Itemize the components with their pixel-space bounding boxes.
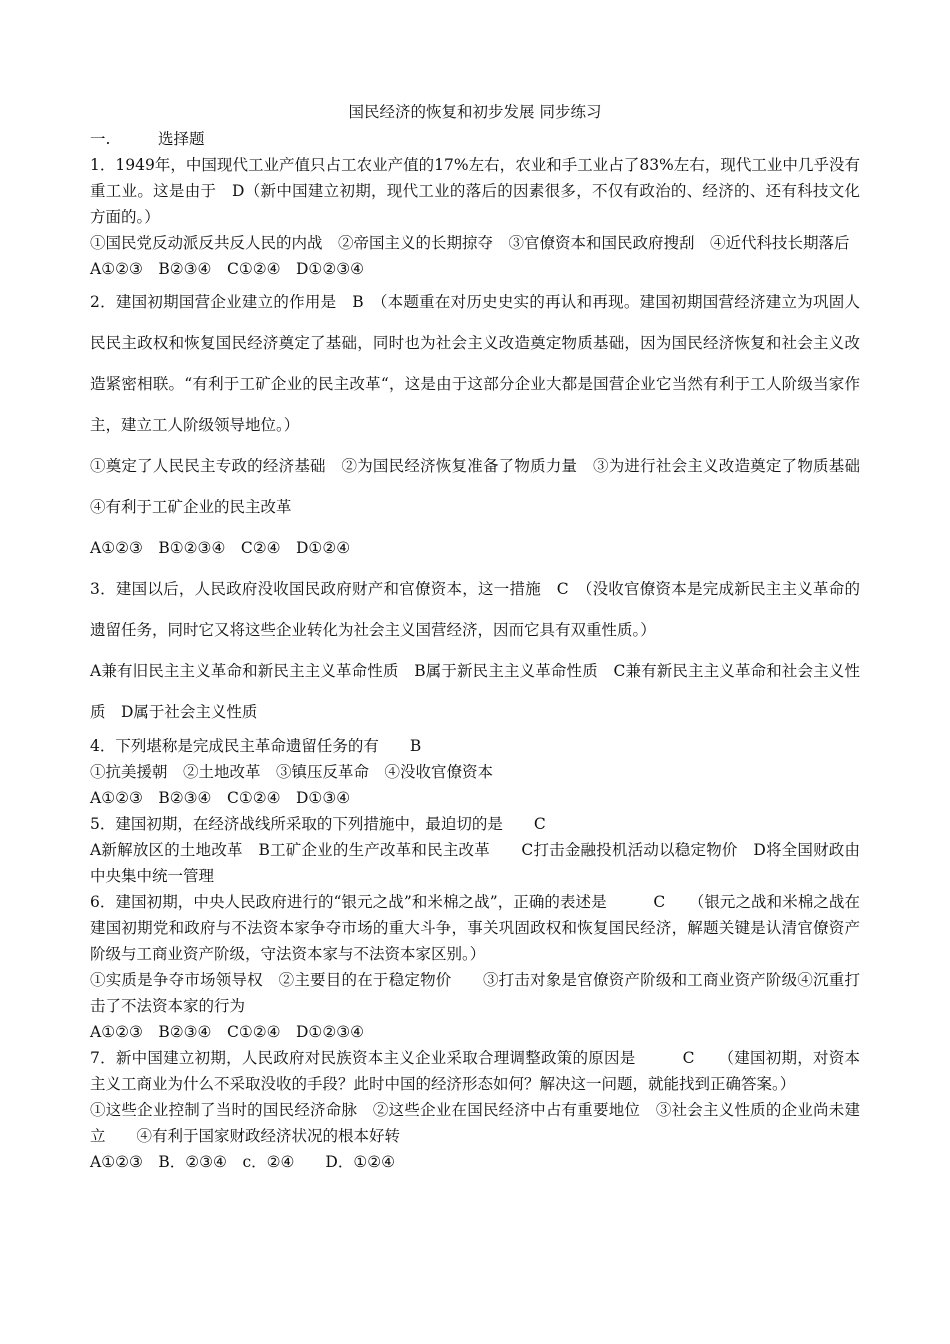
q1-choices: A①②③ B②③④ C①②④ D①②③④ <box>90 260 365 278</box>
q7-choices: A①②③ B．②③④ c．②④ D．①②④ <box>90 1153 396 1171</box>
q1-stem: 1．1949年，中国现代工业产值只占工农业产值的17%左右，农业和手工业占了83%左右，现代工业中几乎没有重工业。这是由于 D（新中国建立初期，现代工业的落后的因素很多，不仅有政治的、经济的、还有科技文化方面的。） <box>90 156 860 226</box>
q2-choices: A①②③ B①②③④ C②④ D①②④ <box>90 539 351 557</box>
q5-options: A新解放区的土地改革 B工矿企业的生产改革和民主改革 C打击金融投机活动以稳定物价 D将全国财政由中央集中统一管理 <box>90 841 860 885</box>
q6-choices: A①②③ B②③④ C①②④ D①②③④ <box>90 1023 365 1041</box>
document-title: 国民经济的恢复和初步发展 同步练习 <box>348 103 602 121</box>
q4-choices: A①②③ B②③④ C①②④ D①③④ <box>90 789 351 807</box>
q1-options: ①国民党反动派反共反人民的内战 ②帝国主义的长期掠夺 ③官僚资本和国民政府搜刮 ④近代科技长期落后 <box>90 234 850 252</box>
q6-stem: 6．建国初期，中央人民政府进行的“银元之战”和米棉之战”，正确的表述是 C （银元之战和米棉之战在建国初期党和政府与不法资本家争夺市场的重大斗争，事关巩固政权和恢复国民经济，解题关键是认清官僚资产阶级与工商业资产阶级，守法资本家与不法资本家区别。） <box>90 893 860 963</box>
q2-options: ①奠定了人民民主专政的经济基础 ②为国民经济恢复准备了物质力量 ③为进行社会主义改造奠定了物质基础 ④有利于工矿企业的民主改革 <box>90 457 876 516</box>
q3-stem: 3．建国以后，人民政府没收国民政府财产和官僚资本，这一措施 C （没收官僚资本是完成新民主主义革命的遗留任务，同时它又将这些企业转化为社会主义国营经济，因而它具有双重性质。） <box>90 580 860 639</box>
q3-options: A兼有旧民主主义革命和新民主主义革命性质 B属于新民主主义革命性质 C兼有新民主主义革命和社会主义性质 D属于社会主义性质 <box>90 662 860 721</box>
section-label: 选择题 <box>158 130 205 148</box>
section-number: 一. <box>90 130 111 148</box>
section-heading <box>90 126 860 152</box>
q7-stem: 7．新中国建立初期，人民政府对民族资本主义企业采取合理调整政策的原因是 C （建国初期，对资本主义工商业为什么不采取没收的手段？此时中国的经济形态如何？解决这一问题，就能找到正确答案。） <box>90 1049 860 1093</box>
q5-stem: 5．建国初期，在经济战线所采取的下列措施中，最迫切的是 C <box>90 815 546 833</box>
q7-options: ①这些企业控制了当时的国民经济命脉 ②这些企业在国民经济中占有重要地位 ③社会主义性质的企业尚未建立 ④有利于国家财政经济状况的根本好转 <box>90 1101 860 1145</box>
q6-options: ①实质是争夺市场领导权 ②主要目的在于稳定物价 ③打击对象是官僚资产阶级和工商业资产阶级④沉重打击了不法资本家的行为 <box>90 971 860 1015</box>
q2-stem: 2．建国初期国营企业建立的作用是 B （本题重在对历史史实的再认和再现。建国初期国营经济建立为巩固人民民主政权和恢复国民经济奠定了基础，同时也为社会主义改造奠定物质基础，因为国民经济恢复和社会主义改造紧密相联。“有利于工矿企业的民主改革“，这是由于这部分企业大都是国营企业它当然有利于工人阶级当家作主，建立工人阶级领导地位。） <box>90 293 860 434</box>
q4-stem: 4．下列堪称是完成民主革命遗留任务的有 B <box>90 737 422 755</box>
q4-options: ①抗美援朝 ②土地改革 ③镇压反革命 ④没收官僚资本 <box>90 763 494 781</box>
